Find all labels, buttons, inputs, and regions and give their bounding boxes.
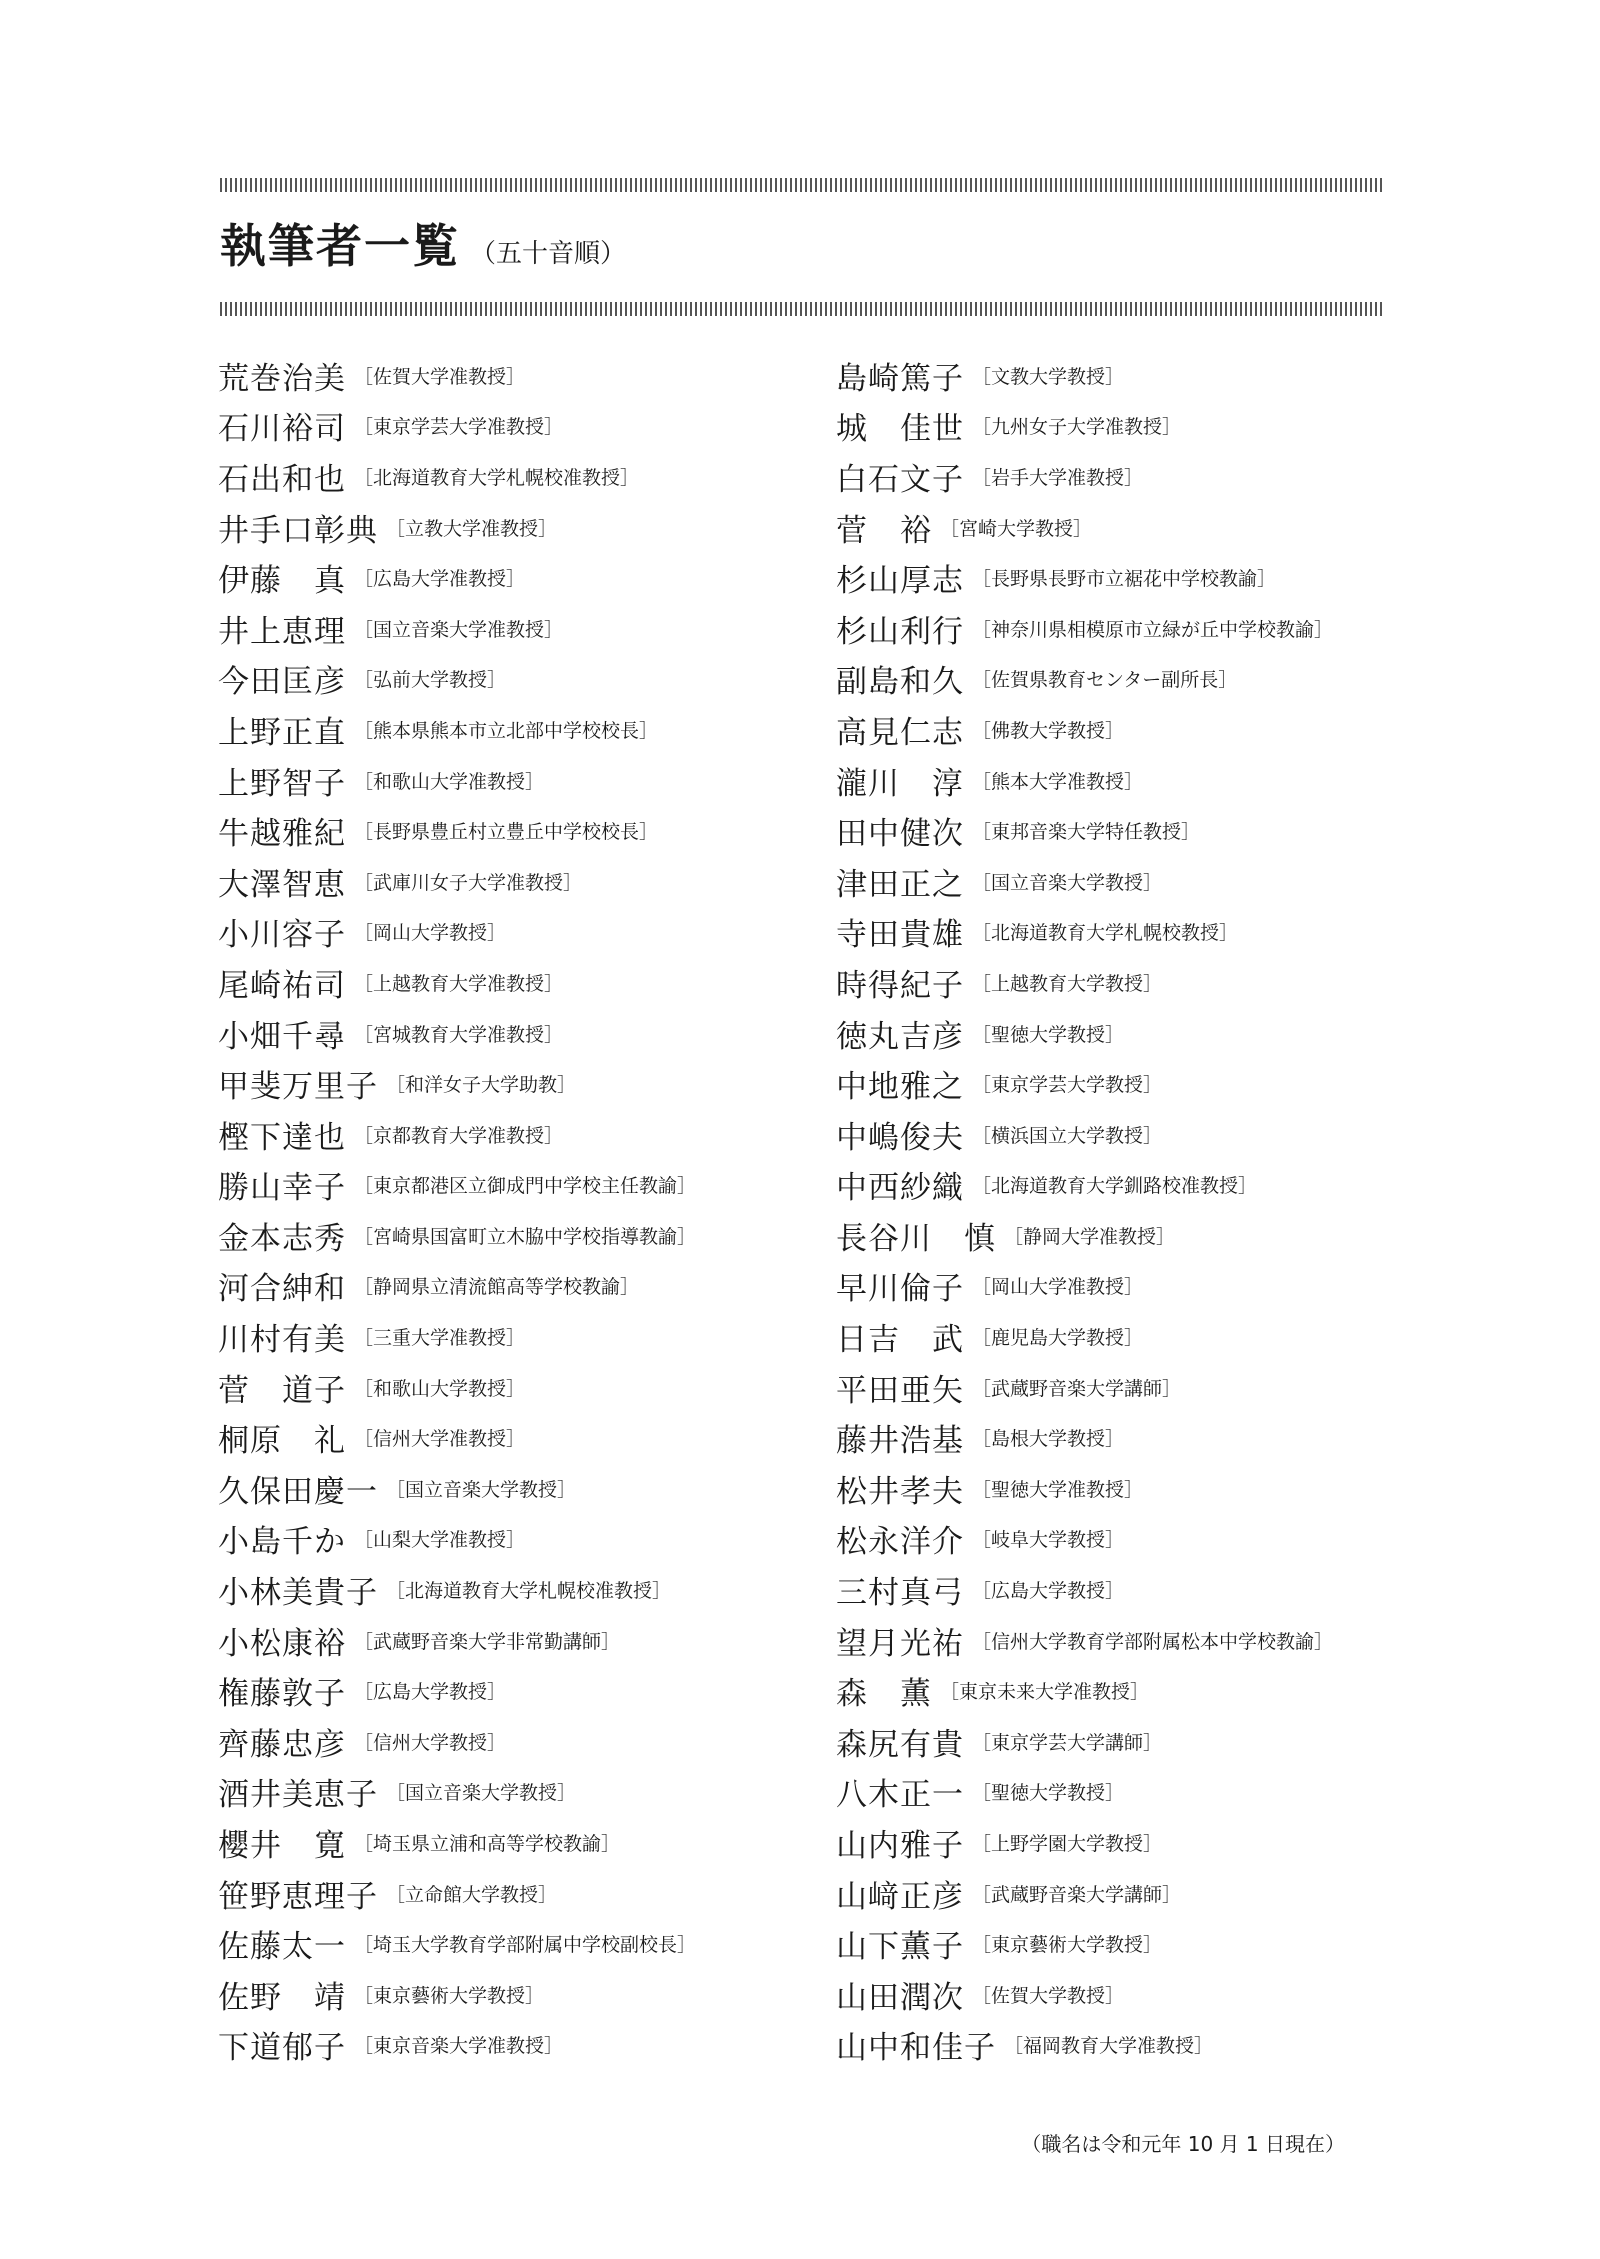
author-name: 小島千か <box>218 1524 346 1561</box>
author-affiliation: ［東京藝術大学教授］ <box>972 1934 1163 1957</box>
author-entry <box>218 1261 778 1312</box>
author-name: 樫下達也 <box>218 1119 346 1156</box>
author-entry <box>836 350 1396 401</box>
author-affiliation: ［宮城教育大学准教授］ <box>354 1023 564 1046</box>
author-affiliation: ［宮崎県国富町立木脇中学校指導教諭］ <box>354 1225 697 1248</box>
author-name: 副島和久 <box>836 664 964 701</box>
author-name: 山田潤次 <box>836 1979 964 2016</box>
author-name: 荒巻治美 <box>218 360 346 397</box>
author-entry <box>218 552 778 603</box>
author-entry <box>836 1463 1396 1514</box>
author-affiliation: ［立教大学准教授］ <box>386 517 558 540</box>
author-entry <box>218 907 778 958</box>
author-entry <box>836 1969 1396 2020</box>
author-name: 小松康裕 <box>218 1625 346 1662</box>
author-entry <box>218 1615 778 1666</box>
author-name: 平田亜矢 <box>836 1372 964 1409</box>
author-affiliation: ［岡山大学准教授］ <box>972 1276 1144 1299</box>
author-name: 上野正直 <box>218 714 346 751</box>
author-entry <box>218 805 778 856</box>
author-affiliation: ［東邦音楽大学特任教授］ <box>972 821 1201 844</box>
author-name: 佐野 靖 <box>218 1979 346 2016</box>
author-entry <box>836 654 1396 705</box>
author-affiliation: ［弘前大学教授］ <box>354 669 507 692</box>
author-entry <box>218 603 778 654</box>
author-entry <box>836 2020 1396 2071</box>
author-name: 望月光祐 <box>836 1625 964 1662</box>
author-entry <box>836 957 1396 1008</box>
author-name: 徳丸吉彦 <box>836 1018 964 1055</box>
author-name: 井上恵理 <box>218 613 346 650</box>
author-name: 伊藤 真 <box>218 563 346 600</box>
author-entry <box>836 1615 1396 1666</box>
author-name: 齊藤忠彦 <box>218 1726 346 1763</box>
author-entry <box>836 1160 1396 1211</box>
author-name: 中嶋俊夫 <box>836 1119 964 1156</box>
author-entry <box>218 1564 778 1615</box>
author-name: 櫻井 寛 <box>218 1828 346 1865</box>
author-affiliation: ［和歌山大学教授］ <box>354 1377 526 1400</box>
author-affiliation: ［信州大学教授］ <box>354 1731 507 1754</box>
author-affiliation: ［鹿児島大学教授］ <box>972 1327 1144 1350</box>
author-affiliation: ［熊本県熊本市立北部中学校校長］ <box>354 719 659 742</box>
author-entry <box>836 907 1396 958</box>
author-name: 寺田貴雄 <box>836 917 964 954</box>
author-name: 甲斐万里子 <box>218 1069 378 1106</box>
author-name: 高見仁志 <box>836 714 964 751</box>
title-main: 執筆者一覧 <box>220 219 460 273</box>
author-affiliation: ［北海道教育大学札幌校准教授］ <box>354 466 640 489</box>
author-affiliation: ［武蔵野音楽大学講師］ <box>972 1883 1182 1906</box>
author-entry <box>218 856 778 907</box>
author-entry <box>836 1412 1396 1463</box>
author-affiliation: ［北海道教育大学札幌校教授］ <box>972 922 1239 945</box>
author-entry <box>218 1109 778 1160</box>
author-name: 井手口彰典 <box>218 512 378 549</box>
author-name: 松永洋介 <box>836 1524 964 1561</box>
author-affiliation: ［信州大学准教授］ <box>354 1428 526 1451</box>
author-affiliation: ［上越教育大学准教授］ <box>354 972 564 995</box>
author-affiliation: ［福岡教育大学准教授］ <box>1004 2035 1214 2058</box>
author-affiliation: ［国立音楽大学教授］ <box>972 871 1163 894</box>
author-entry <box>836 856 1396 907</box>
author-entry <box>836 1514 1396 1565</box>
author-entry <box>836 1311 1396 1362</box>
author-name: 白石文子 <box>836 461 964 498</box>
author-affiliation: ［東京学芸大学講師］ <box>972 1731 1163 1754</box>
author-affiliation: ［島根大学教授］ <box>972 1428 1125 1451</box>
author-name: 権藤敦子 <box>218 1676 346 1713</box>
author-entry <box>836 1665 1396 1716</box>
author-affiliation: ［岡山大学教授］ <box>354 922 507 945</box>
author-affiliation: ［三重大学准教授］ <box>354 1327 526 1350</box>
author-name: 酒井美恵子 <box>218 1777 378 1814</box>
author-name: 菅 裕 <box>836 512 932 549</box>
author-entry <box>218 350 778 401</box>
author-name: 久保田慶一 <box>218 1473 378 1510</box>
author-affiliation: ［和洋女子大学助教］ <box>386 1074 577 1097</box>
author-name: 田中健次 <box>836 816 964 853</box>
author-name: 中地雅之 <box>836 1069 964 1106</box>
author-name: 早川倫子 <box>836 1271 964 1308</box>
author-affiliation: ［岩手大学准教授］ <box>972 466 1144 489</box>
author-list-right <box>836 350 1396 2070</box>
author-affiliation: ［国立音楽大学教授］ <box>386 1782 577 1805</box>
author-name: 時得紀子 <box>836 967 964 1004</box>
author-name: 笹野恵理子 <box>218 1878 378 1915</box>
author-affiliation: ［聖徳大学教授］ <box>972 1782 1125 1805</box>
author-entry <box>836 1261 1396 1312</box>
author-entry <box>836 1564 1396 1615</box>
author-entry <box>836 1767 1396 1818</box>
author-name: 城 佳世 <box>836 411 964 448</box>
author-entry <box>218 1412 778 1463</box>
author-name: 山下薫子 <box>836 1929 964 1966</box>
author-entry <box>836 1868 1396 1919</box>
author-name: 石川裕司 <box>218 411 346 448</box>
author-name: 大澤智恵 <box>218 866 346 903</box>
author-entry <box>218 1918 778 1969</box>
author-affiliation: ［東京学芸大学教授］ <box>972 1074 1163 1097</box>
author-entry <box>218 1665 778 1716</box>
author-affiliation: ［信州大学教育学部附属松本中学校教諭］ <box>972 1630 1334 1653</box>
author-entry <box>218 957 778 1008</box>
author-affiliation: ［九州女子大学准教授］ <box>972 416 1182 439</box>
author-affiliation: ［佐賀大学准教授］ <box>354 365 526 388</box>
author-entry <box>836 401 1396 452</box>
author-entry <box>836 1008 1396 1059</box>
author-entry <box>836 1058 1396 1109</box>
author-name: 下道郁子 <box>218 2030 346 2067</box>
author-name: 森尻有貴 <box>836 1726 964 1763</box>
top-divider <box>220 178 1385 192</box>
author-name: 藤井浩基 <box>836 1423 964 1460</box>
author-affiliation: ［横浜国立大学教授］ <box>972 1124 1163 1147</box>
author-name: 石出和也 <box>218 461 346 498</box>
author-affiliation: ［静岡大学准教授］ <box>1004 1225 1176 1248</box>
author-affiliation: ［佐賀県教育センター副所長］ <box>972 669 1238 692</box>
author-affiliation: ［宮崎大学教授］ <box>940 517 1093 540</box>
author-affiliation: ［静岡県立清流館高等学校教諭］ <box>354 1276 640 1299</box>
author-entry <box>836 1817 1396 1868</box>
author-name: 山﨑正彦 <box>836 1878 964 1915</box>
author-entry <box>218 1311 778 1362</box>
author-entry <box>836 552 1396 603</box>
author-name: 日吉 武 <box>836 1322 964 1359</box>
author-entry <box>836 805 1396 856</box>
title-subtitle: （五十音順） <box>470 239 627 269</box>
author-name: 中西紗織 <box>836 1170 964 1207</box>
author-name: 三村真弓 <box>836 1575 964 1612</box>
author-name: 河合紳和 <box>218 1271 346 1308</box>
author-affiliation: ［広島大学教授］ <box>354 1681 507 1704</box>
author-affiliation: ［佐賀大学教授］ <box>972 1984 1125 2007</box>
page-title <box>220 210 626 280</box>
author-affiliation: ［国立音楽大学教授］ <box>386 1478 577 1501</box>
author-entry <box>836 1210 1396 1261</box>
author-name: 小林美貴子 <box>218 1575 378 1612</box>
author-name: 小川容子 <box>218 917 346 954</box>
author-entry <box>836 603 1396 654</box>
author-entry <box>836 755 1396 806</box>
author-entry <box>218 704 778 755</box>
author-affiliation: ［京都教育大学准教授］ <box>354 1124 564 1147</box>
author-entry <box>218 1969 778 2020</box>
author-name: 金本志秀 <box>218 1220 346 1257</box>
author-entry <box>836 1716 1396 1767</box>
author-entry <box>218 1362 778 1413</box>
author-affiliation: ［広島大学教授］ <box>972 1580 1125 1603</box>
author-list-left <box>218 350 778 2070</box>
author-affiliation: ［和歌山大学准教授］ <box>354 770 545 793</box>
author-name: 津田正之 <box>836 866 964 903</box>
author-name: 森 薫 <box>836 1676 932 1713</box>
author-affiliation: ［長野県豊丘村立豊丘中学校校長］ <box>354 821 659 844</box>
author-entry <box>218 1514 778 1565</box>
author-entry <box>218 1817 778 1868</box>
author-name: 杉山利行 <box>836 613 964 650</box>
author-affiliation: ［北海道教育大学札幌校准教授］ <box>386 1580 672 1603</box>
author-entry <box>218 2020 778 2071</box>
author-entry <box>836 704 1396 755</box>
author-affiliation: ［東京藝術大学教授］ <box>354 1984 545 2007</box>
author-affiliation: ［熊本大学准教授］ <box>972 770 1144 793</box>
author-name: 佐藤太一 <box>218 1929 346 1966</box>
author-entry <box>218 1868 778 1919</box>
author-name: 山内雅子 <box>836 1828 964 1865</box>
author-affiliation: ［神奈川県相模原市立緑が丘中学校教諭］ <box>972 618 1334 641</box>
author-name: 菅 道子 <box>218 1372 346 1409</box>
author-entry <box>218 1058 778 1109</box>
author-affiliation: ［文教大学教授］ <box>972 365 1125 388</box>
author-name: 八木正一 <box>836 1777 964 1814</box>
author-affiliation: ［東京学芸大学准教授］ <box>354 416 564 439</box>
author-affiliation: ［武蔵野音楽大学講師］ <box>972 1377 1182 1400</box>
author-name: 長谷川 慎 <box>836 1220 996 1257</box>
author-affiliation: ［上野学園大学教授］ <box>972 1833 1163 1856</box>
author-name: 桐原 礼 <box>218 1423 346 1460</box>
author-entry <box>218 1767 778 1818</box>
author-name: 小畑千尋 <box>218 1018 346 1055</box>
author-entry <box>218 654 778 705</box>
author-name: 牛越雅紀 <box>218 816 346 853</box>
author-affiliation: ［聖徳大学准教授］ <box>972 1478 1144 1501</box>
author-affiliation: ［埼玉県立浦和高等学校教諭］ <box>354 1833 621 1856</box>
author-entry <box>218 502 778 553</box>
author-affiliation: ［長野県長野市立裾花中学校教諭］ <box>972 568 1277 591</box>
author-name: 尾崎祐司 <box>218 967 346 1004</box>
author-affiliation: ［東京都港区立御成門中学校主任教諭］ <box>354 1175 697 1198</box>
author-entry <box>218 451 778 502</box>
author-affiliation: ［武蔵野音楽大学非常勤講師］ <box>354 1630 621 1653</box>
author-entry <box>218 1463 778 1514</box>
author-name: 杉山厚志 <box>836 563 964 600</box>
author-affiliation: ［国立音楽大学准教授］ <box>354 618 564 641</box>
author-name: 瀧川 淳 <box>836 765 964 802</box>
author-name: 川村有美 <box>218 1322 346 1359</box>
author-affiliation: ［東京未来大学准教授］ <box>940 1681 1150 1704</box>
author-affiliation: ［山梨大学准教授］ <box>354 1529 526 1552</box>
author-affiliation: ［岐阜大学教授］ <box>972 1529 1125 1552</box>
author-entry <box>836 1362 1396 1413</box>
author-affiliation: ［東京音楽大学准教授］ <box>354 2035 564 2058</box>
author-affiliation: ［北海道教育大学釧路校准教授］ <box>972 1175 1258 1198</box>
author-name: 松井孝夫 <box>836 1473 964 1510</box>
author-name: 山中和佳子 <box>836 2030 996 2067</box>
author-entry <box>218 401 778 452</box>
author-entry <box>218 1160 778 1211</box>
author-name: 上野智子 <box>218 765 346 802</box>
author-name: 勝山幸子 <box>218 1170 346 1207</box>
author-name: 今田匡彦 <box>218 664 346 701</box>
bottom-divider <box>220 302 1385 316</box>
author-entry <box>218 755 778 806</box>
author-entry <box>218 1008 778 1059</box>
author-entry <box>836 1109 1396 1160</box>
author-affiliation: ［立命館大学教授］ <box>386 1883 558 1906</box>
author-affiliation: ［聖徳大学教授］ <box>972 1023 1125 1046</box>
author-entry <box>218 1210 778 1261</box>
author-entry <box>218 1716 778 1767</box>
author-affiliation: ［佛教大学教授］ <box>972 719 1125 742</box>
author-entry <box>836 502 1396 553</box>
author-affiliation: ［広島大学准教授］ <box>354 568 526 591</box>
footnote: （職名は令和元年 10 月 1 日現在） <box>1021 2132 1345 2156</box>
author-affiliation: ［武庫川女子大学准教授］ <box>354 871 583 894</box>
author-affiliation: ［埼玉大学教育学部附属中学校副校長］ <box>354 1934 697 1957</box>
author-entry <box>836 451 1396 502</box>
author-entry <box>836 1918 1396 1969</box>
author-name: 島崎篤子 <box>836 360 964 397</box>
author-affiliation: ［上越教育大学教授］ <box>972 972 1163 995</box>
